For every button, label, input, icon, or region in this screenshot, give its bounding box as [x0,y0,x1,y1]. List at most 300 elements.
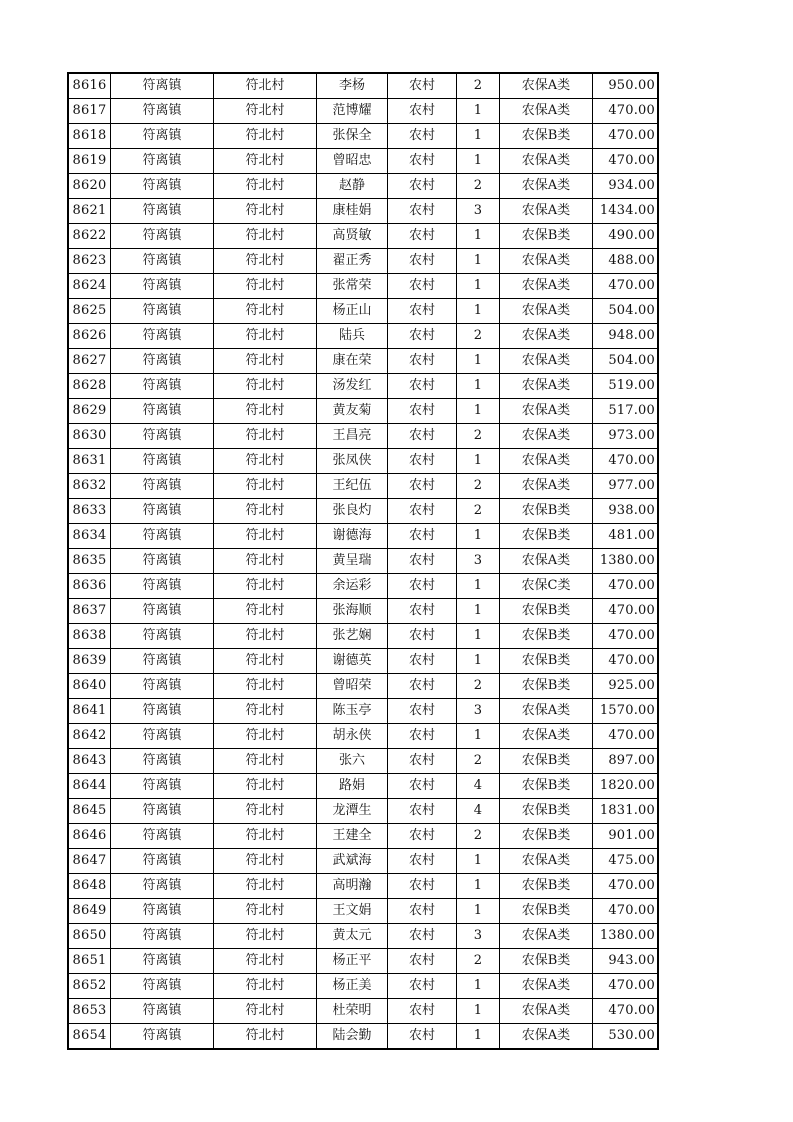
village-cell: 符北村 [214,224,317,249]
name-cell: 王纪伍 [317,474,388,499]
row-number-cell: 8654 [68,1024,111,1050]
household-type-cell: 农村 [388,599,457,624]
town-cell: 符离镇 [111,849,214,874]
town-cell: 符离镇 [111,399,214,424]
amount-cell: 470.00 [593,649,659,674]
household-type-cell: 农村 [388,699,457,724]
member-count-cell: 1 [457,99,500,124]
member-count-cell: 1 [457,399,500,424]
name-cell: 张凤侠 [317,449,388,474]
village-cell: 符北村 [214,274,317,299]
member-count-cell: 3 [457,199,500,224]
village-cell: 符北村 [214,99,317,124]
document-page [67,72,659,1050]
member-count-cell: 2 [457,474,500,499]
village-cell: 符北村 [214,974,317,999]
category-cell: 农保B类 [500,749,593,774]
amount-cell: 470.00 [593,274,659,299]
name-cell: 高明瀚 [317,874,388,899]
name-cell: 张保全 [317,124,388,149]
category-cell: 农保B类 [500,624,593,649]
village-cell: 符北村 [214,799,317,824]
household-type-cell: 农村 [388,374,457,399]
category-cell: 农保B类 [500,599,593,624]
name-cell: 杨正美 [317,974,388,999]
village-cell: 符北村 [214,824,317,849]
village-cell: 符北村 [214,749,317,774]
name-cell: 杨正山 [317,299,388,324]
amount-cell: 470.00 [593,999,659,1024]
row-number-cell: 8635 [68,549,111,574]
amount-cell: 481.00 [593,524,659,549]
member-count-cell: 1 [457,374,500,399]
table-row [68,799,658,824]
amount-cell: 1380.00 [593,549,659,574]
category-cell: 农保A类 [500,299,593,324]
amount-cell: 475.00 [593,849,659,874]
category-cell: 农保A类 [500,699,593,724]
table-row [68,499,658,524]
member-count-cell: 2 [457,949,500,974]
household-type-cell: 农村 [388,549,457,574]
amount-cell: 901.00 [593,824,659,849]
category-cell: 农保A类 [500,73,593,99]
category-cell: 农保A类 [500,424,593,449]
amount-cell: 950.00 [593,73,659,99]
name-cell: 黄太元 [317,924,388,949]
amount-cell: 470.00 [593,149,659,174]
table-row [68,674,658,699]
amount-cell: 517.00 [593,399,659,424]
table-row [68,524,658,549]
member-count-cell: 3 [457,549,500,574]
amount-cell: 948.00 [593,324,659,349]
table-row [68,474,658,499]
table-row [68,874,658,899]
row-number-cell: 8643 [68,749,111,774]
amount-cell: 504.00 [593,299,659,324]
name-cell: 陈玉亭 [317,699,388,724]
village-cell: 符北村 [214,999,317,1024]
amount-cell: 1380.00 [593,924,659,949]
town-cell: 符离镇 [111,574,214,599]
table-row [68,73,658,99]
household-type-cell: 农村 [388,249,457,274]
member-count-cell: 2 [457,424,500,449]
household-type-cell: 农村 [388,999,457,1024]
village-cell: 符北村 [214,174,317,199]
row-number-cell: 8638 [68,624,111,649]
village-cell: 符北村 [214,424,317,449]
household-type-cell: 农村 [388,424,457,449]
category-cell: 农保B类 [500,224,593,249]
amount-cell: 530.00 [593,1024,659,1050]
village-cell: 符北村 [214,249,317,274]
table-row [68,949,658,974]
village-cell: 符北村 [214,924,317,949]
category-cell: 农保A类 [500,999,593,1024]
table-row [68,774,658,799]
village-cell: 符北村 [214,874,317,899]
amount-cell: 1820.00 [593,774,659,799]
row-number-cell: 8645 [68,799,111,824]
member-count-cell: 2 [457,674,500,699]
name-cell: 张六 [317,749,388,774]
name-cell: 康在荣 [317,349,388,374]
category-cell: 农保B类 [500,774,593,799]
name-cell: 李杨 [317,73,388,99]
category-cell: 农保A类 [500,99,593,124]
name-cell: 高贤敏 [317,224,388,249]
household-type-cell: 农村 [388,299,457,324]
village-cell: 符北村 [214,599,317,624]
amount-cell: 519.00 [593,374,659,399]
member-count-cell: 1 [457,624,500,649]
household-type-cell: 农村 [388,874,457,899]
row-number-cell: 8653 [68,999,111,1024]
village-cell: 符北村 [214,449,317,474]
town-cell: 符离镇 [111,224,214,249]
town-cell: 符离镇 [111,73,214,99]
amount-cell: 470.00 [593,899,659,924]
row-number-cell: 8632 [68,474,111,499]
town-cell: 符离镇 [111,724,214,749]
member-count-cell: 1 [457,149,500,174]
town-cell: 符离镇 [111,324,214,349]
table-row [68,924,658,949]
name-cell: 谢德英 [317,649,388,674]
member-count-cell: 1 [457,999,500,1024]
town-cell: 符离镇 [111,749,214,774]
row-number-cell: 8651 [68,949,111,974]
table-row [68,299,658,324]
amount-cell: 938.00 [593,499,659,524]
household-type-cell: 农村 [388,649,457,674]
village-cell: 符北村 [214,499,317,524]
table-row [68,249,658,274]
member-count-cell: 4 [457,774,500,799]
row-number-cell: 8642 [68,724,111,749]
village-cell: 符北村 [214,374,317,399]
amount-cell: 977.00 [593,474,659,499]
member-count-cell: 1 [457,449,500,474]
amount-cell: 973.00 [593,424,659,449]
table-row [68,824,658,849]
table-row [68,199,658,224]
village-cell: 符北村 [214,73,317,99]
town-cell: 符离镇 [111,99,214,124]
town-cell: 符离镇 [111,549,214,574]
name-cell: 赵静 [317,174,388,199]
village-cell: 符北村 [214,674,317,699]
data-table [67,72,659,1050]
category-cell: 农保B类 [500,799,593,824]
member-count-cell: 1 [457,224,500,249]
town-cell: 符离镇 [111,124,214,149]
table-row [68,599,658,624]
name-cell: 王文娟 [317,899,388,924]
name-cell: 龙潭生 [317,799,388,824]
category-cell: 农保A类 [500,449,593,474]
row-number-cell: 8622 [68,224,111,249]
amount-cell: 470.00 [593,574,659,599]
category-cell: 农保A类 [500,549,593,574]
town-cell: 符离镇 [111,699,214,724]
row-number-cell: 8637 [68,599,111,624]
household-type-cell: 农村 [388,274,457,299]
household-type-cell: 农村 [388,724,457,749]
table-row [68,849,658,874]
category-cell: 农保B类 [500,499,593,524]
name-cell: 黄呈瑞 [317,549,388,574]
household-type-cell: 农村 [388,474,457,499]
amount-cell: 504.00 [593,349,659,374]
name-cell: 张常荣 [317,274,388,299]
town-cell: 符离镇 [111,474,214,499]
amount-cell: 1434.00 [593,199,659,224]
town-cell: 符离镇 [111,824,214,849]
member-count-cell: 3 [457,924,500,949]
town-cell: 符离镇 [111,349,214,374]
town-cell: 符离镇 [111,624,214,649]
member-count-cell: 1 [457,574,500,599]
row-number-cell: 8647 [68,849,111,874]
category-cell: 农保B类 [500,824,593,849]
town-cell: 符离镇 [111,799,214,824]
village-cell: 符北村 [214,399,317,424]
name-cell: 翟正秀 [317,249,388,274]
town-cell: 符离镇 [111,774,214,799]
household-type-cell: 农村 [388,73,457,99]
table-row [68,274,658,299]
household-type-cell: 农村 [388,849,457,874]
member-count-cell: 1 [457,724,500,749]
member-count-cell: 1 [457,1024,500,1050]
member-count-cell: 1 [457,599,500,624]
member-count-cell: 1 [457,874,500,899]
household-type-cell: 农村 [388,499,457,524]
category-cell: 农保B类 [500,674,593,699]
row-number-cell: 8621 [68,199,111,224]
town-cell: 符离镇 [111,924,214,949]
category-cell: 农保B类 [500,649,593,674]
table-row [68,724,658,749]
amount-cell: 925.00 [593,674,659,699]
member-count-cell: 4 [457,799,500,824]
table-row [68,549,658,574]
name-cell: 曾昭荣 [317,674,388,699]
household-type-cell: 农村 [388,124,457,149]
name-cell: 胡永侠 [317,724,388,749]
household-type-cell: 农村 [388,824,457,849]
village-cell: 符北村 [214,849,317,874]
table-row [68,124,658,149]
table-row [68,349,658,374]
village-cell: 符北村 [214,774,317,799]
row-number-cell: 8617 [68,99,111,124]
category-cell: 农保A类 [500,349,593,374]
village-cell: 符北村 [214,324,317,349]
table-row [68,574,658,599]
category-cell: 农保C类 [500,574,593,599]
category-cell: 农保A类 [500,924,593,949]
category-cell: 农保B类 [500,874,593,899]
amount-cell: 470.00 [593,449,659,474]
name-cell: 曾昭忠 [317,149,388,174]
table-row [68,449,658,474]
row-number-cell: 8639 [68,649,111,674]
household-type-cell: 农村 [388,974,457,999]
household-type-cell: 农村 [388,749,457,774]
member-count-cell: 1 [457,899,500,924]
household-type-cell: 农村 [388,924,457,949]
row-number-cell: 8641 [68,699,111,724]
amount-cell: 943.00 [593,949,659,974]
table-row [68,749,658,774]
amount-cell: 470.00 [593,99,659,124]
village-cell: 符北村 [214,199,317,224]
category-cell: 农保A类 [500,149,593,174]
household-type-cell: 农村 [388,624,457,649]
town-cell: 符离镇 [111,649,214,674]
table-row [68,99,658,124]
name-cell: 谢德海 [317,524,388,549]
name-cell: 张良灼 [317,499,388,524]
village-cell: 符北村 [214,624,317,649]
town-cell: 符离镇 [111,424,214,449]
town-cell: 符离镇 [111,974,214,999]
amount-cell: 1831.00 [593,799,659,824]
name-cell: 张海顺 [317,599,388,624]
town-cell: 符离镇 [111,949,214,974]
name-cell: 杜荣明 [317,999,388,1024]
table-row [68,399,658,424]
table-body [68,73,658,1049]
town-cell: 符离镇 [111,274,214,299]
table-row [68,374,658,399]
town-cell: 符离镇 [111,874,214,899]
table-row [68,999,658,1024]
village-cell: 符北村 [214,149,317,174]
amount-cell: 897.00 [593,749,659,774]
member-count-cell: 2 [457,73,500,99]
town-cell: 符离镇 [111,249,214,274]
category-cell: 农保A类 [500,474,593,499]
household-type-cell: 农村 [388,774,457,799]
table-row [68,974,658,999]
member-count-cell: 1 [457,974,500,999]
amount-cell: 470.00 [593,874,659,899]
table-row [68,649,658,674]
amount-cell: 1570.00 [593,699,659,724]
village-cell: 符北村 [214,549,317,574]
category-cell: 农保A类 [500,274,593,299]
village-cell: 符北村 [214,474,317,499]
household-type-cell: 农村 [388,349,457,374]
village-cell: 符北村 [214,299,317,324]
table-row [68,224,658,249]
town-cell: 符离镇 [111,524,214,549]
category-cell: 农保B类 [500,124,593,149]
row-number-cell: 8634 [68,524,111,549]
member-count-cell: 1 [457,649,500,674]
name-cell: 黄友菊 [317,399,388,424]
village-cell: 符北村 [214,524,317,549]
category-cell: 农保A类 [500,374,593,399]
category-cell: 农保A类 [500,324,593,349]
row-number-cell: 8631 [68,449,111,474]
category-cell: 农保A类 [500,1024,593,1050]
member-count-cell: 1 [457,524,500,549]
member-count-cell: 1 [457,124,500,149]
category-cell: 农保A类 [500,849,593,874]
name-cell: 王昌亮 [317,424,388,449]
row-number-cell: 8640 [68,674,111,699]
household-type-cell: 农村 [388,199,457,224]
household-type-cell: 农村 [388,99,457,124]
amount-cell: 470.00 [593,974,659,999]
member-count-cell: 2 [457,749,500,774]
row-number-cell: 8644 [68,774,111,799]
village-cell: 符北村 [214,724,317,749]
category-cell: 农保B类 [500,949,593,974]
table-row [68,1024,658,1050]
village-cell: 符北村 [214,899,317,924]
name-cell: 路娟 [317,774,388,799]
name-cell: 杨正平 [317,949,388,974]
amount-cell: 470.00 [593,624,659,649]
household-type-cell: 农村 [388,399,457,424]
amount-cell: 470.00 [593,724,659,749]
member-count-cell: 1 [457,274,500,299]
row-number-cell: 8625 [68,299,111,324]
table-row [68,149,658,174]
household-type-cell: 农村 [388,899,457,924]
amount-cell: 490.00 [593,224,659,249]
household-type-cell: 农村 [388,149,457,174]
name-cell: 陆兵 [317,324,388,349]
member-count-cell: 2 [457,499,500,524]
town-cell: 符离镇 [111,499,214,524]
town-cell: 符离镇 [111,674,214,699]
household-type-cell: 农村 [388,174,457,199]
category-cell: 农保A类 [500,724,593,749]
name-cell: 余运彩 [317,574,388,599]
member-count-cell: 1 [457,249,500,274]
row-number-cell: 8627 [68,349,111,374]
row-number-cell: 8623 [68,249,111,274]
name-cell: 武斌海 [317,849,388,874]
village-cell: 符北村 [214,574,317,599]
table-row [68,624,658,649]
village-cell: 符北村 [214,649,317,674]
town-cell: 符离镇 [111,199,214,224]
row-number-cell: 8650 [68,924,111,949]
row-number-cell: 8626 [68,324,111,349]
row-number-cell: 8629 [68,399,111,424]
village-cell: 符北村 [214,949,317,974]
village-cell: 符北村 [214,124,317,149]
town-cell: 符离镇 [111,449,214,474]
member-count-cell: 2 [457,324,500,349]
household-type-cell: 农村 [388,799,457,824]
name-cell: 汤发红 [317,374,388,399]
name-cell: 范博耀 [317,99,388,124]
table-row [68,174,658,199]
village-cell: 符北村 [214,1024,317,1050]
table-row [68,324,658,349]
row-number-cell: 8652 [68,974,111,999]
